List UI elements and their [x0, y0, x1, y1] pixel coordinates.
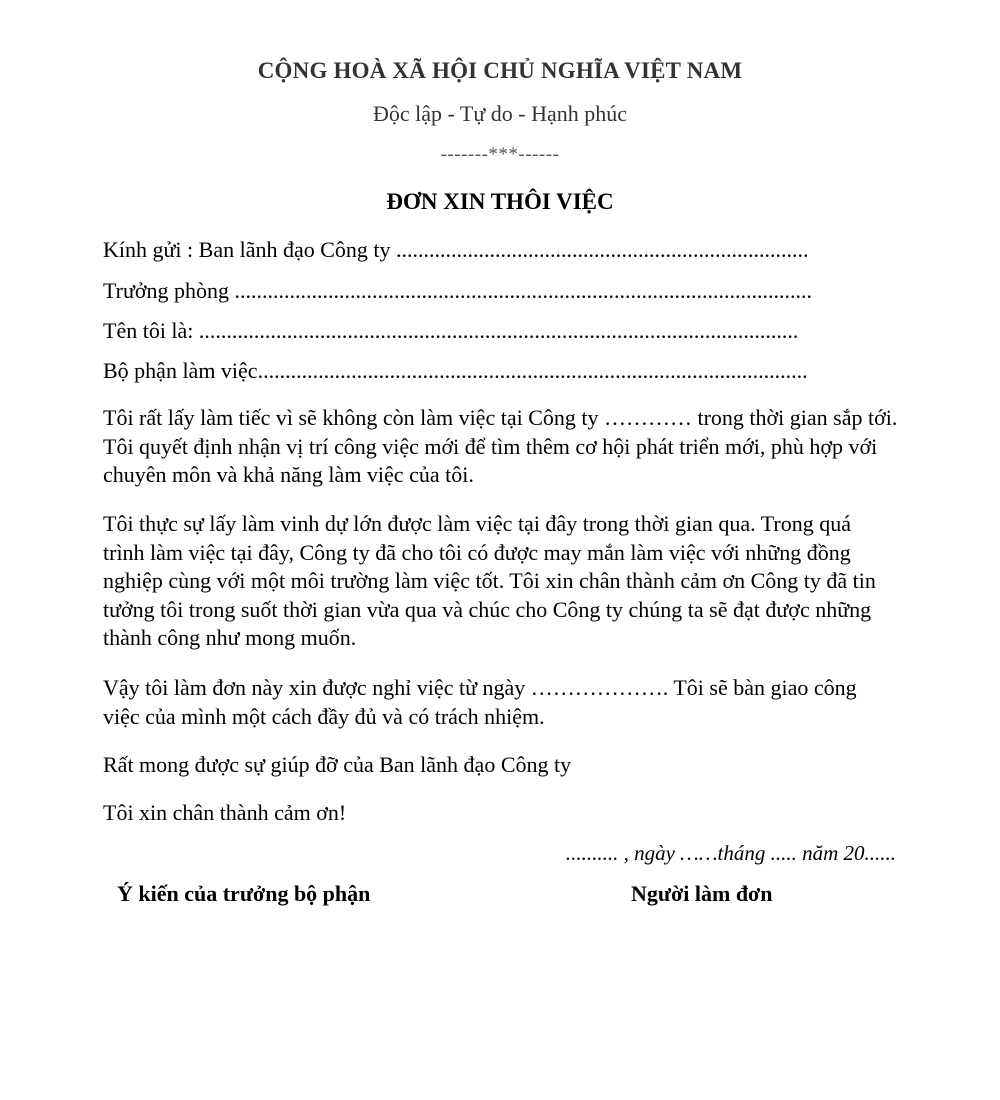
paragraph-text: Tôi thực sự lấy làm vinh dự lớn được làm việc tại đây trong thời gian qua. Trong quá trình làm việc tại đây, Công ty đã cho tôi có được may mắn làm việc với những đồng nghiệp cùng với một môi trường làm việc tốt. Tôi xin chân thành cảm ơn Công ty đã tin tưởng tôi trong suốt thời gian vừa qua và chúc cho Công ty chúng ta sẽ đạt được những thành công như mong muốn.: [103, 511, 876, 650]
document-title: ĐƠN XIN THÔI VIỆC: [386, 189, 614, 214]
paragraph-gratitude: [103, 510, 898, 653]
department-field: Bộ phận làm việc....................................................................................................: [103, 358, 808, 383]
motto: Độc lập - Tự do - Hạnh phúc: [372, 101, 628, 126]
paragraph-help: [103, 751, 898, 780]
department-head-field: Trưởng phòng .........................................................................................................: [103, 278, 813, 303]
paragraph-regret: [103, 404, 898, 490]
paragraph-text: Vậy tôi làm đơn này xin được nghỉ việc từ ngày ………………. Tôi sẽ bàn giao công việc của mình một cách đầy đủ và có trách nhiệm.: [103, 675, 857, 729]
applicant-signature-label: Người làm đơn: [631, 881, 773, 906]
paragraph-text: Tôi xin chân thành cảm ơn!: [103, 800, 347, 825]
paragraph-text: Tôi rất lấy làm tiếc vì sẽ không còn làm việc tại Công ty ………… trong thời gian sắp tới. Tôi quyết định nhận vị trí công việc mới để tìm thêm cơ hội phát triển mới, phù hợp với chuyên môn và khả năng làm việc của tôi.: [103, 405, 898, 487]
paragraph-request: [103, 674, 898, 731]
recipient-field: Kính gửi : Ban lãnh đạo Công ty ...........................................................................: [103, 237, 809, 262]
date-line: .......... , ngày ……tháng ..... năm 20......: [565, 841, 896, 865]
paragraph-thanks: [103, 799, 898, 828]
paragraph-text: Rất mong được sự giúp đỡ của Ban lãnh đạo Công ty: [103, 752, 572, 777]
header-divider: -------***------: [440, 144, 560, 165]
department-head-opinion-label: Ý kiến của trưởng bộ phận: [117, 881, 371, 906]
name-field: Tên tôi là: .............................................................................................................: [103, 318, 799, 343]
national-title: CỘNG HOÀ XÃ HỘI CHỦ NGHĨA VIỆT NAM: [257, 58, 743, 83]
